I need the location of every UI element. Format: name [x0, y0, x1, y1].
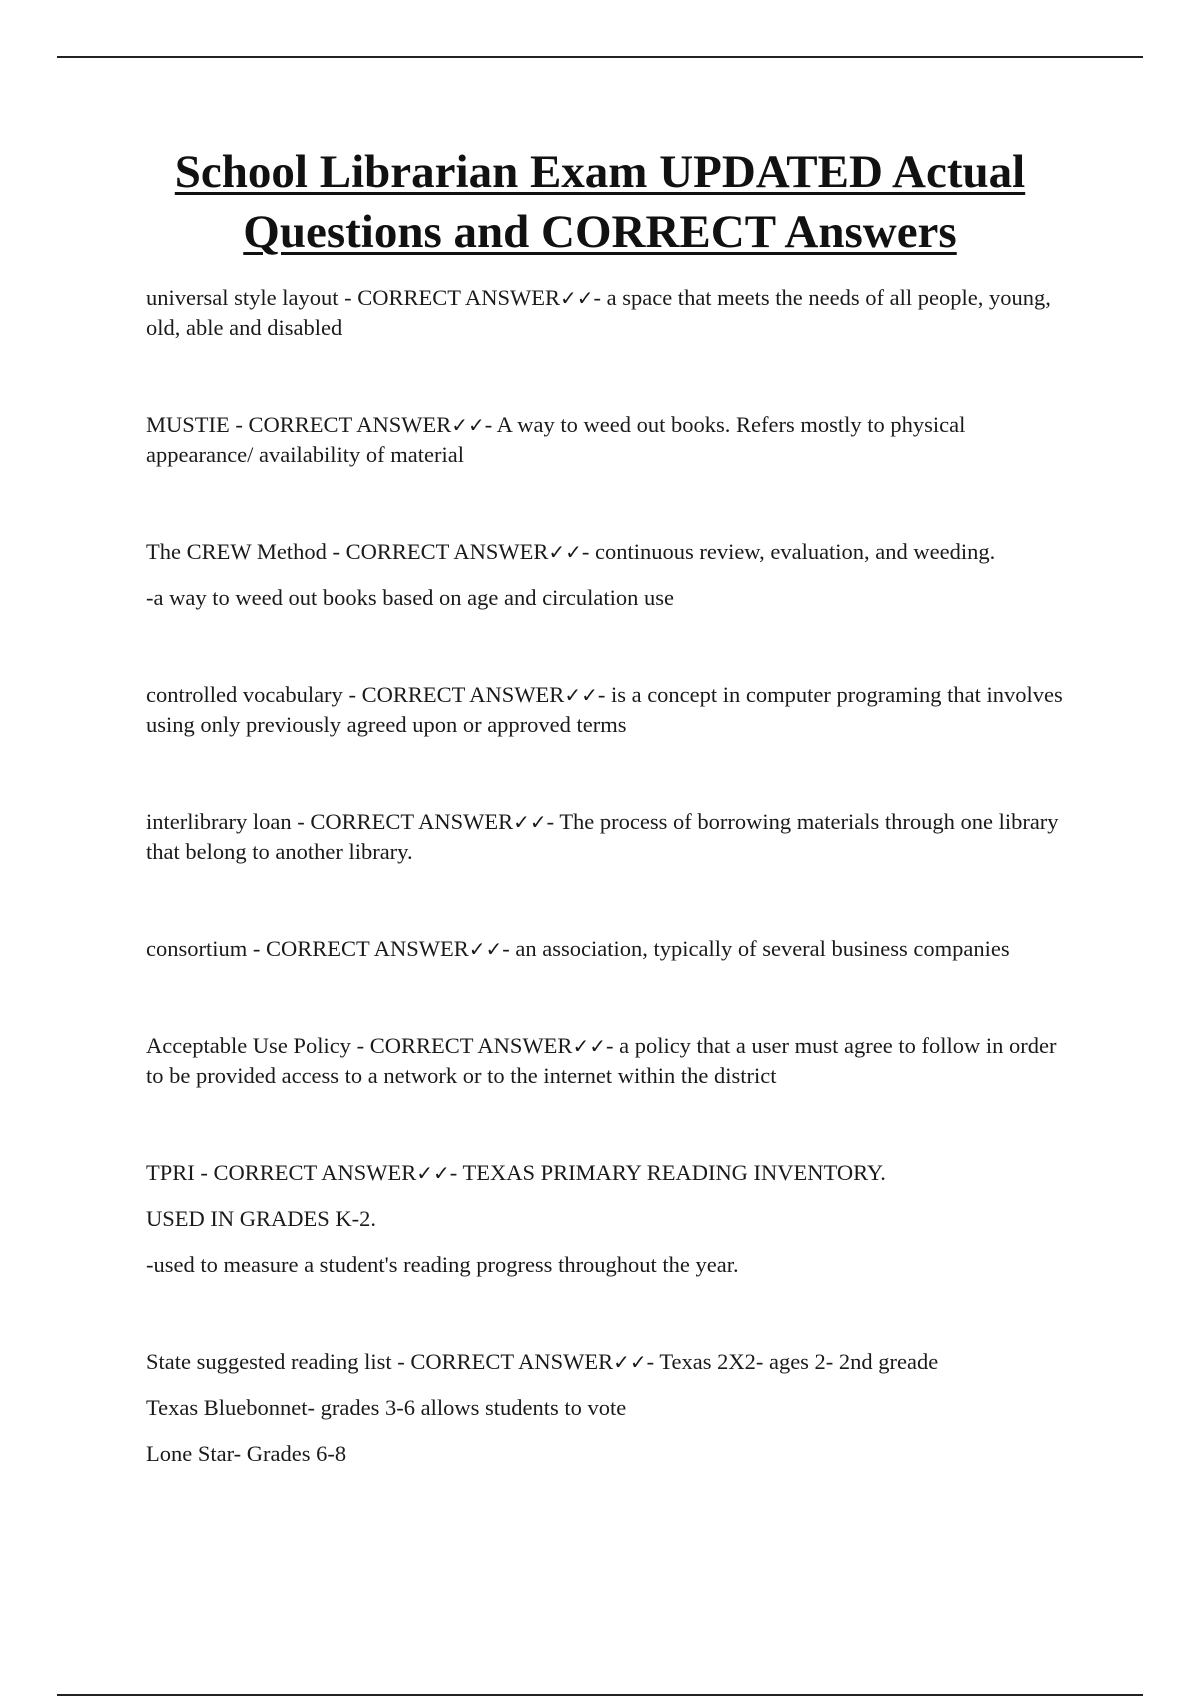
correct-answer-label: CORRECT ANSWER [361, 682, 565, 707]
qa-term: The CREW Method [146, 539, 327, 564]
qa-term: State suggested reading list [146, 1349, 392, 1374]
qa-entry [146, 807, 1066, 867]
qa-main-line: MUSTIE - CORRECT ANSWER✓✓- A way to weed out books. Refers mostly to physical appearance/ availability of material [146, 412, 966, 467]
qa-definition: Texas 2X2- ages 2- 2nd greade [659, 1349, 939, 1374]
correct-answer-label: CORRECT ANSWER [345, 539, 549, 564]
correct-answer-label: CORRECT ANSWER [369, 1033, 573, 1058]
qa-entry [146, 1158, 1066, 1280]
qa-definition: a policy that a user must agree to follow in order to be provided access to a network or to the internet within the district [146, 1033, 1057, 1088]
qa-extra-line: Texas Bluebonnet- grades 3-6 allows students to vote [146, 1395, 627, 1420]
qa-main-line: controlled vocabulary - CORRECT ANSWER✓✓- is a concept in computer programing that involves using only previously agreed upon or approved terms [146, 682, 1063, 737]
qa-extra-line: Lone Star- Grades 6-8 [146, 1441, 347, 1466]
qa-definition: a space that meets the needs of all people, young, old, able and disabled [146, 285, 1051, 340]
qa-term: MUSTIE [146, 412, 230, 437]
check-marks-icon: ✓✓ [468, 937, 503, 961]
qa-main-line: State suggested reading list - CORRECT ANSWER✓✓- Texas 2X2- ages 2- 2nd greade [146, 1349, 939, 1374]
qa-definition: A way to weed out books. Refers mostly to physical appearance/ availability of material [146, 412, 966, 467]
check-marks-icon: ✓✓ [572, 1034, 606, 1058]
qa-term: universal style layout [146, 285, 339, 310]
check-marks-icon: ✓✓ [559, 286, 594, 310]
qa-term: controlled vocabulary [146, 682, 343, 707]
qa-main-line: interlibrary loan - CORRECT ANSWER✓✓- The process of borrowing materials through one library that belong to another library. [146, 809, 1059, 864]
qa-entry [146, 537, 1066, 613]
qa-term: interlibrary loan [146, 809, 292, 834]
qa-entry [146, 680, 1066, 740]
qa-main-line: universal style layout - CORRECT ANSWER✓✓- a space that meets the needs of all people, young, old, able and disabled [146, 285, 1051, 340]
qa-term: Acceptable Use Policy [146, 1033, 351, 1058]
check-marks-icon: ✓✓ [416, 1161, 450, 1185]
page-title [100, 142, 1100, 262]
check-marks-icon: ✓✓ [451, 413, 485, 437]
correct-answer-label: CORRECT ANSWER [410, 1349, 614, 1374]
header-rule [57, 56, 1143, 58]
qa-definition: TEXAS PRIMARY READING INVENTORY. [462, 1160, 886, 1185]
qa-entry [146, 934, 1066, 964]
qa-definition: continuous review, evaluation, and weeding. [594, 539, 996, 564]
qa-term: TPRI [146, 1160, 195, 1185]
correct-answer-label: CORRECT ANSWER [248, 412, 452, 437]
qa-definition: is a concept in computer programing that involves using only previously agreed upon or approved terms [146, 682, 1063, 737]
qa-main-line: TPRI - CORRECT ANSWER✓✓- TEXAS PRIMARY READING INVENTORY. [146, 1160, 886, 1185]
qa-main-line: consortium - CORRECT ANSWER✓✓- an association, typically of several business companies [146, 936, 1010, 961]
qa-entry [146, 1347, 1066, 1469]
title-line-2: Questions and CORRECT Answers [243, 206, 957, 258]
qa-entry [146, 1031, 1066, 1091]
correct-answer-label: CORRECT ANSWER [357, 285, 560, 310]
qa-extra-line: USED IN GRADES K-2. [146, 1206, 376, 1231]
correct-answer-label: CORRECT ANSWER [310, 809, 514, 834]
qa-definition: The process of borrowing materials through one library that belong to another library. [146, 809, 1059, 864]
check-marks-icon: ✓✓ [548, 540, 582, 564]
qa-term: consortium [146, 936, 248, 961]
qa-extra-line: -a way to weed out books based on age and circulation use [146, 585, 674, 610]
check-marks-icon: ✓✓ [564, 683, 598, 707]
correct-answer-label: CORRECT ANSWER [213, 1160, 417, 1185]
qa-entry [146, 410, 1066, 470]
correct-answer-label: CORRECT ANSWER [266, 936, 469, 961]
qa-main-line: The CREW Method - CORRECT ANSWER✓✓- continuous review, evaluation, and weeding. [146, 539, 996, 564]
qa-entry [146, 283, 1066, 343]
qa-main-line: Acceptable Use Policy - CORRECT ANSWER✓✓- a policy that a user must agree to follow in order to be provided access to a network or to the internet within the district [146, 1033, 1057, 1088]
check-marks-icon: ✓✓ [513, 810, 547, 834]
check-marks-icon: ✓✓ [613, 1350, 647, 1374]
qa-list [146, 283, 1066, 1469]
footer-rule [57, 1694, 1143, 1696]
qa-extra-line: -used to measure a student's reading progress throughout the year. [146, 1252, 739, 1277]
qa-definition: an association, typically of several business companies [515, 936, 1010, 961]
title-line-1: School Librarian Exam UPDATED Actual [174, 146, 1026, 198]
